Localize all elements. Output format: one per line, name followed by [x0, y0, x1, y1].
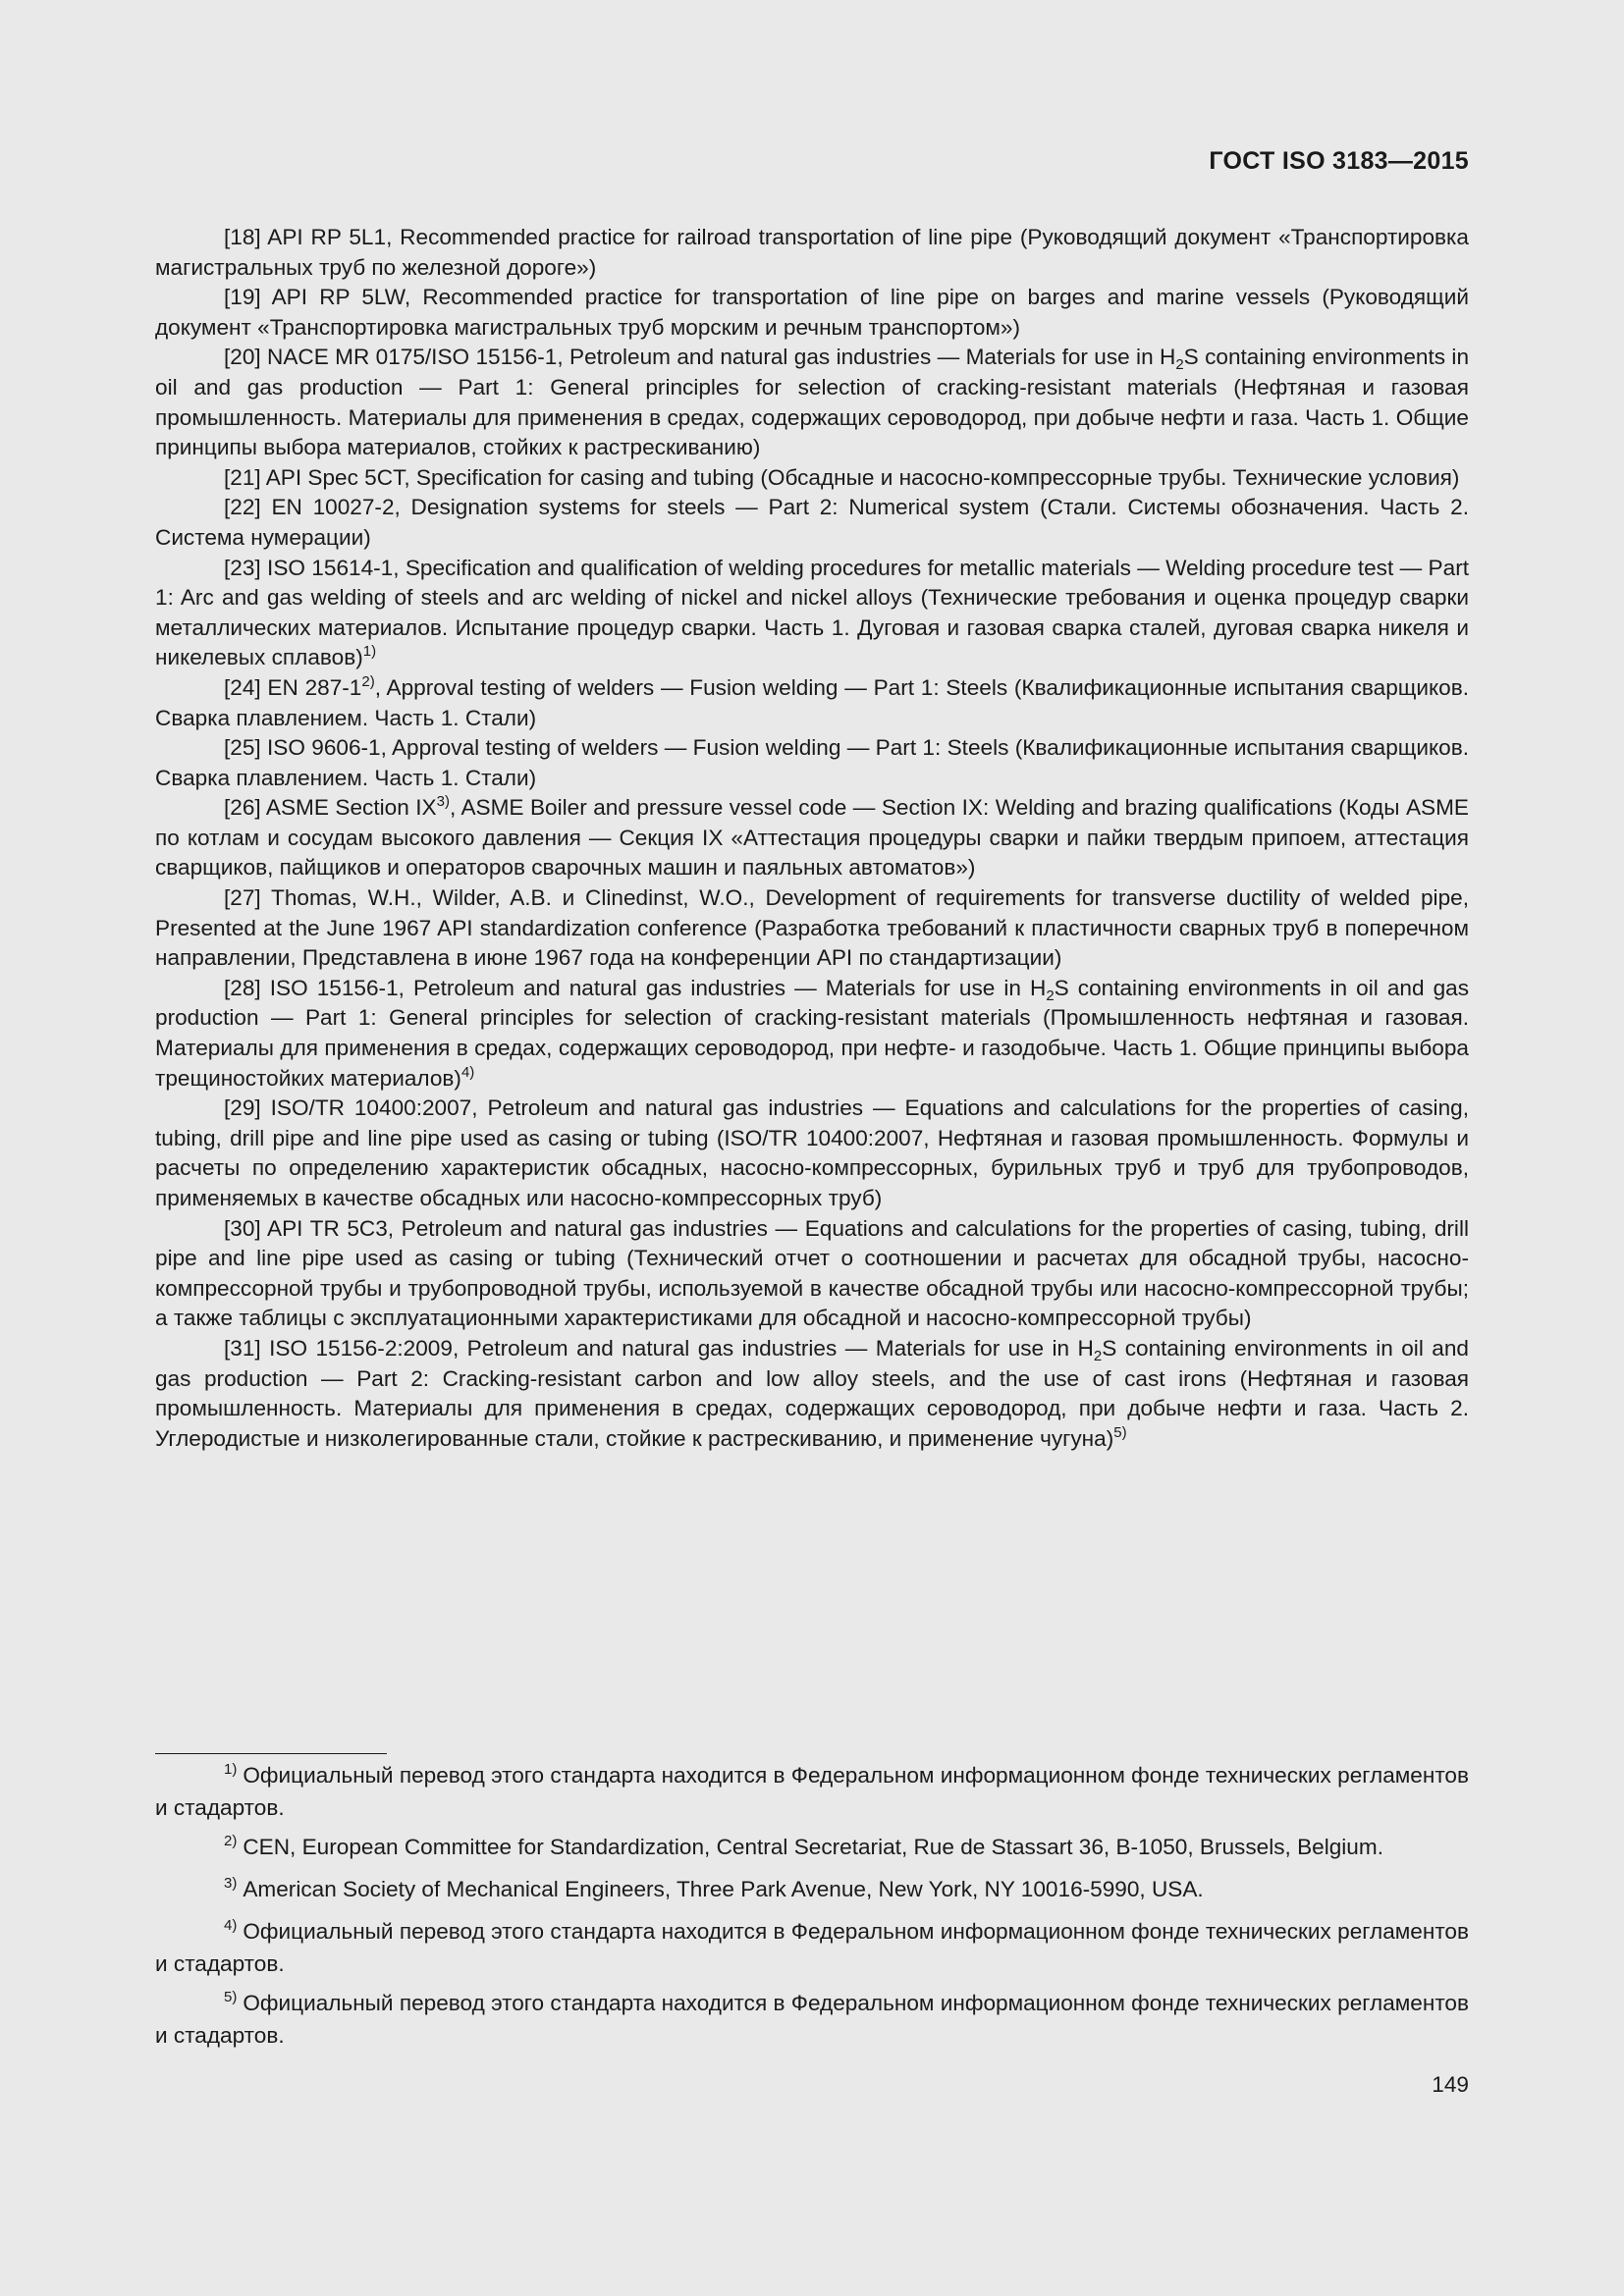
reference-item-24 — [155, 673, 1469, 733]
reference-text: [20] NACE MR 0175/ISO 15156-1, Petroleum and natural gas industries — Materials for use in H — [224, 345, 1176, 370]
footnote-mark: 1) — [224, 1761, 238, 1778]
reference-item-29 — [155, 1094, 1469, 1213]
footnote-mark: 3) — [224, 1875, 238, 1892]
reference-item-23 — [155, 554, 1469, 673]
reference-text: [22] EN 10027-2, Designation systems for steels — Part 2: Numerical system (Стали. Системы обозначения. Часть 2. Система нумерации) — [155, 495, 1469, 550]
footnote-2 — [155, 1833, 1469, 1865]
footnote-mark: 5) — [224, 1989, 238, 2005]
reference-text: [23] ISO 15614-1, Specification and qualification of welding procedures for metallic materials — Welding procedure test — Part 1: Arc and gas welding of steels and arc welding of nickel and nickel alloys (Технические требования и оценка процедур сварки металлических материалов. Испытание процедур сварки. Часть 1. Дуговая и газовая сварка сталей, дуговая сварка никеля и никелевых сплавов) — [155, 555, 1469, 670]
reference-text: [24] EN 287-1 — [224, 674, 362, 700]
reference-text: [28] ISO 15156-1, Petroleum and natural gas industries — Materials for use in H — [224, 975, 1047, 1000]
footnote-3 — [155, 1875, 1469, 1907]
footnote-marker: 2) — [361, 672, 375, 690]
footnotes — [155, 1761, 1469, 2060]
reference-item-25 — [155, 733, 1469, 793]
reference-text: [25] ISO 9606-1, Approval testing of welders — Fusion welding — Part 1: Steels (Квалификационные испытания сварщиков. Сварка плавлением. Часть 1. Стали) — [155, 735, 1469, 790]
reference-text: S containing environments in oil and gas production — Part 1: General principles for selection of cracking-resistant materials (Нефтяная и газовая промышленность. Материалы для применения в средах, содержащих сероводород, при добыче нефти и газа. Часть 1. Общие принципы выбора материалов, стойких к растрескиванию) — [155, 345, 1470, 460]
footnote-1 — [155, 1761, 1469, 1823]
reference-item-27 — [155, 883, 1469, 974]
footnote-text: Официальный перевод этого стандарта находится в Федеральном информационном фонде технических регламентов и стадартов. — [155, 1919, 1469, 1976]
reference-text: [19] API RP 5LW, Recommended practice for transportation of line pipe on barges and marine vessels (Руководящий документ «Транспортировка магистральных труб морским и речным транспортом») — [155, 285, 1469, 340]
reference-item-26 — [155, 793, 1469, 883]
reference-text: [21] API Spec 5CT, Specification for casing and tubing (Обсадные и насосно-компрессорные трубы. Технические условия) — [224, 464, 1460, 490]
reference-text: [31] ISO 15156-2:2009, Petroleum and natural gas industries — Materials for use in H — [224, 1335, 1094, 1361]
footnote-marker: 4) — [460, 1063, 475, 1081]
reference-text: [18] API RP 5L1, Recommended practice for railroad transportation of line pipe (Руководящий документ «Транспортировка магистральных труб по железной дороге») — [155, 225, 1469, 280]
reference-item-18 — [155, 223, 1469, 283]
reference-item-21 — [155, 463, 1469, 494]
reference-item-31 — [155, 1334, 1469, 1454]
reference-item-30 — [155, 1214, 1469, 1334]
subscript: 2 — [1093, 1347, 1103, 1364]
footnote-marker: 1) — [362, 643, 377, 661]
reference-item-19 — [155, 283, 1469, 343]
subscript: 2 — [1046, 987, 1055, 1004]
reference-item-22 — [155, 493, 1469, 553]
footnote-5 — [155, 1989, 1469, 2051]
reference-item-20 — [155, 343, 1469, 462]
footnote-marker: 3) — [436, 793, 450, 811]
reference-text: S containing environments in oil and gas production — Part 2: Cracking-resistant carbon and low alloy steels, and the use of cast irons (Нефтяная и газовая промышленность. Материалы для применения в средах, содержащих сероводород, при добыче нефти и газа. Часть 2. Углеродистые и низколегированные стали, стойкие к растрескиванию, и применение чугуна) — [155, 1335, 1469, 1451]
reference-text: S containing environments in oil and gas production — Part 1: General principles for selection of cracking-resistant materials (Промышленность нефтяная и газовая. Материалы для применения в средах, содержащих сероводород, при нефте- и газодобыче. Часть 1. Общие принципы выбора трещиностойких материалов) — [155, 975, 1469, 1091]
footnote-text: Официальный перевод этого стандарта находится в Федеральном информационном фонде технических регламентов и стадартов. — [155, 1763, 1469, 1820]
reference-item-28 — [155, 974, 1469, 1094]
document-header: ГОСТ ISO 3183—2015 — [1209, 147, 1469, 175]
footnote-text: Официальный перевод этого стандарта находится в Федеральном информационном фонде технических регламентов и стадартов. — [155, 1991, 1469, 2048]
reference-text: [29] ISO/TR 10400:2007, Petroleum and natural gas industries — Equations and calculations for the properties of casing, tubing, drill pipe and line pipe used as casing or tubing (ISO/TR 10400:2007, Нефтяная и газовая промышленность. Формулы и расчеты по определению характеристик обсадных, насосно-компрессорных, бурильных труб и труб для трубопроводов, применяемых в качестве обсадных или насосно-компрессорных труб) — [155, 1095, 1469, 1210]
reference-text: [27] Thomas, W.H., Wilder, A.B. и Clinedinst, W.O., Development of requirements for transverse ductility of welded pipe, Presented at the June 1967 API standardization conference (Разработка требований к пластичности сварных труб в поперечном направлении, Представлена в июне 1967 года на конференции API по стандартизации) — [155, 885, 1469, 971]
footnote-mark: 2) — [224, 1833, 238, 1849]
footnote-4 — [155, 1917, 1469, 1979]
subscript: 2 — [1175, 356, 1184, 374]
reference-text: [26] ASME Section IX — [224, 795, 437, 821]
footnote-text: CEN, European Committee for Standardization, Central Secretariat, Rue de Stassart 36, B-1050, Brussels, Belgium. — [243, 1835, 1383, 1859]
reference-text: , Approval testing of welders — Fusion welding — Part 1: Steels (Квалификационные испытания сварщиков. Сварка плавлением. Часть 1. Стали) — [155, 674, 1469, 730]
reference-text: [30] API TR 5C3, Petroleum and natural gas industries — Equations and calculations for the properties of casing, tubing, drill pipe and line pipe used as casing or tubing (Технический отчет о соотношении и расчетах для обсадной трубы, насосно-компрессорной трубы и трубопроводной трубы, используемой в качестве обсадной трубы или насосно-компрессорной трубы; а также таблицы с эксплуатационными характеристиками для обсадной и насосно-компрессорной трубы) — [155, 1215, 1469, 1331]
bibliography-list — [155, 223, 1469, 1454]
page-number: 149 — [1432, 2072, 1469, 2097]
footnote-text: American Society of Mechanical Engineers, Three Park Avenue, New York, NY 10016-5990, USA. — [243, 1877, 1204, 1901]
footnote-mark: 4) — [224, 1917, 238, 1934]
reference-text: , ASME Boiler and pressure vessel code — Section IX: Welding and brazing qualifications (Коды ASME по котлам и сосудам высокого давления — Секция IX «Аттестация процедуры сварки и пайки твердым припоем, аттестация сварщиков, пайщиков и операторов сварочных машин и паяльных автоматов») — [155, 795, 1469, 881]
footnote-marker: 5) — [1113, 1423, 1127, 1441]
footnote-separator — [155, 1753, 387, 1754]
